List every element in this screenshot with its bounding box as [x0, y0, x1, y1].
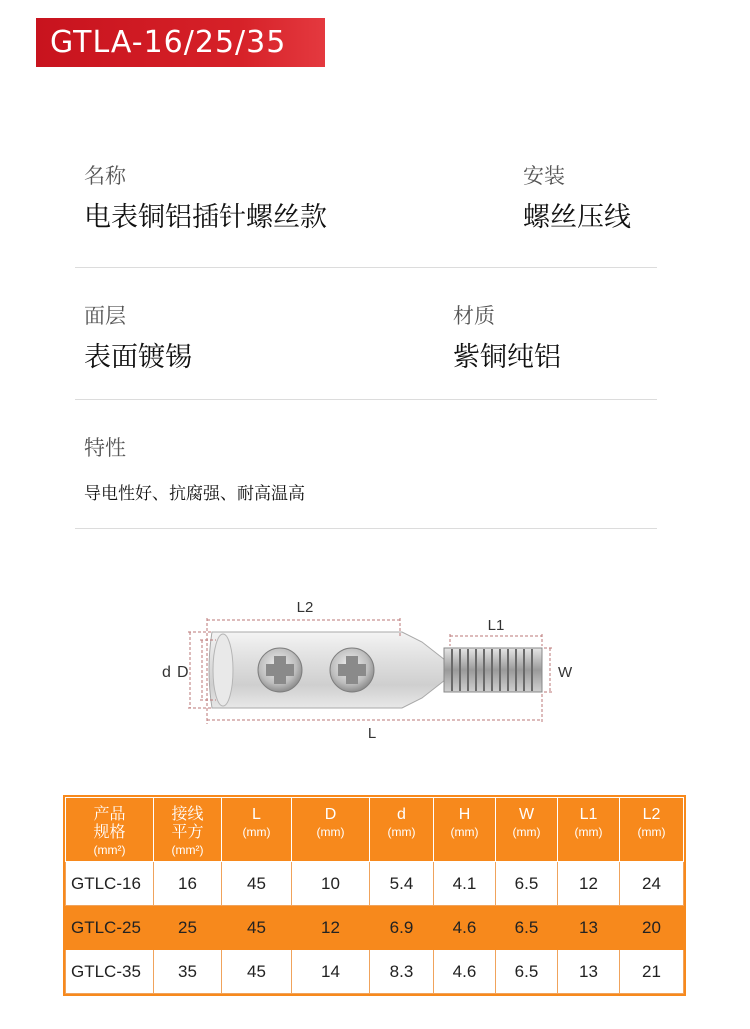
- cell-d-small: 6.9: [370, 906, 434, 950]
- dimension-label-d-small: d: [162, 664, 171, 681]
- cell-wire-size: 35: [154, 950, 222, 994]
- header-line1: d: [397, 806, 406, 823]
- product-model-title: GTLA-16/25/35: [36, 18, 325, 67]
- header-wire-size: [154, 798, 222, 862]
- cell-d-small: 8.3: [370, 950, 434, 994]
- header-d-small: [370, 798, 434, 862]
- dimension-label-l: L: [367, 725, 377, 742]
- dimension-label-w: W: [558, 664, 573, 681]
- header-line1: L1: [579, 806, 598, 823]
- header-line1: H: [458, 806, 471, 823]
- cell-model: GTLC-25: [66, 906, 154, 950]
- screw-icon: [330, 648, 374, 692]
- header-unit: (mm): [574, 825, 603, 839]
- table-row: [66, 906, 684, 950]
- header-line1: L2: [642, 806, 661, 823]
- header-l2: [620, 798, 684, 862]
- cell-l: 45: [222, 862, 292, 906]
- header-unit: (mm): [450, 825, 479, 839]
- header-unit: (mm): [242, 825, 271, 839]
- screw-icon: [258, 648, 302, 692]
- cell-model: GTLC-16: [66, 862, 154, 906]
- cell-d-large: 14: [292, 950, 370, 994]
- header-unit: (mm): [316, 825, 345, 839]
- header-l: [222, 798, 292, 862]
- terminal-barrel: [209, 632, 445, 708]
- material-value: 紫铜纯铝: [453, 342, 561, 373]
- cell-h: 4.6: [434, 950, 496, 994]
- header-d-large: [292, 798, 370, 862]
- header-unit: (mm²): [93, 843, 126, 857]
- cell-wire-size: 25: [154, 906, 222, 950]
- cell-l: 45: [222, 950, 292, 994]
- cell-l2: 24: [620, 862, 684, 906]
- specification-table: [65, 797, 684, 994]
- cell-h: 4.1: [434, 862, 496, 906]
- surface-value: 表面镀锡: [84, 342, 192, 373]
- feature-value: 导电性好、抗腐强、耐高温高: [84, 484, 305, 504]
- cell-w: 6.5: [496, 862, 558, 906]
- cell-h: 4.6: [434, 906, 496, 950]
- header-h: [434, 798, 496, 862]
- cell-w: 6.5: [496, 950, 558, 994]
- cell-l1: 12: [558, 862, 620, 906]
- cell-l1: 13: [558, 906, 620, 950]
- cell-l2: 20: [620, 906, 684, 950]
- table-row: [66, 862, 684, 906]
- divider: [75, 399, 657, 400]
- cell-l: 45: [222, 906, 292, 950]
- header-model: [66, 798, 154, 862]
- table-header-row: [66, 798, 684, 862]
- surface-label: 面层: [84, 304, 126, 328]
- header-line1: 产品: [93, 806, 126, 823]
- name-label: 名称: [84, 164, 126, 188]
- install-value: 螺丝压线: [523, 202, 631, 233]
- cell-l1: 13: [558, 950, 620, 994]
- header-line1: W: [518, 806, 535, 823]
- cell-d-large: 10: [292, 862, 370, 906]
- material-label: 材质: [453, 304, 495, 328]
- dimension-label-l1: L1: [487, 617, 505, 634]
- header-line2: 规格: [93, 824, 126, 841]
- header-unit: (mm): [387, 825, 416, 839]
- header-w: [496, 798, 558, 862]
- cell-w: 6.5: [496, 906, 558, 950]
- cell-wire-size: 16: [154, 862, 222, 906]
- terminal-pin: [444, 648, 542, 692]
- cell-d-large: 12: [292, 906, 370, 950]
- dimension-label-d-large: D: [177, 664, 189, 681]
- header-unit: (mm): [512, 825, 541, 839]
- divider: [75, 528, 657, 529]
- terminal-dimension-diagram: [150, 590, 590, 750]
- install-label: 安装: [523, 164, 565, 188]
- cell-l2: 21: [620, 950, 684, 994]
- cell-model: GTLC-35: [66, 950, 154, 994]
- header-line1: D: [324, 806, 337, 823]
- cell-d-small: 5.4: [370, 862, 434, 906]
- table-row: [66, 950, 684, 994]
- header-l1: [558, 798, 620, 862]
- header-unit: (mm): [637, 825, 666, 839]
- dimension-label-l2: L2: [296, 599, 314, 616]
- feature-label: 特性: [84, 436, 126, 460]
- name-value: 电表铜铝插针螺丝款: [84, 202, 327, 233]
- divider: [75, 267, 657, 268]
- header-line1: 接线: [171, 806, 204, 823]
- header-line1: L: [252, 806, 261, 823]
- header-line2: 平方: [171, 824, 204, 841]
- header-unit: (mm²): [171, 843, 204, 857]
